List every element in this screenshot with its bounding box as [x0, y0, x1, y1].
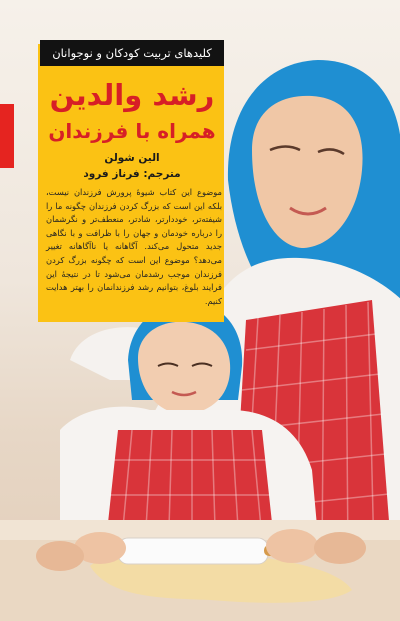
book-title-line2: همراه با فرزندان: [48, 119, 216, 143]
girl-face: [138, 322, 230, 414]
series-label: کلیدهای تربیت کودکان و نوجوانان: [40, 40, 224, 66]
red-edge-tab: [0, 104, 14, 168]
hand: [36, 541, 84, 571]
hand: [266, 529, 318, 563]
hand: [314, 532, 366, 564]
book-title-line1: رشد والدین: [49, 78, 215, 112]
cover-blurb: موضوع این کتاب شیوۀ پرورش فرزندان نیست، بلکه این است که بزرگ کردن فرزندان چگونه ما را شیفته‌تر، خوددارتر، شادتر، منعطف‌تر و نگرشمان را درباره خودمان و جهان را با ظرافت و با نگاهی جدید متحول می‌کند. آگاهانه یا ناآگاهانه تغییر می‌دهد؟ موضوع این است که چگونه بزرگ کردن فرزندان موجب رشدمان می‌شود تا در نتیجۀ این فرایند بلوغ، بتوانیم رشد فرزندانمان را بهتر هدایت کنیم.: [46, 187, 222, 306]
rolling-pin: [118, 538, 268, 564]
translator-name: مترجم: فرناز فرود: [83, 168, 181, 180]
author-name: الین شولن: [104, 152, 160, 164]
